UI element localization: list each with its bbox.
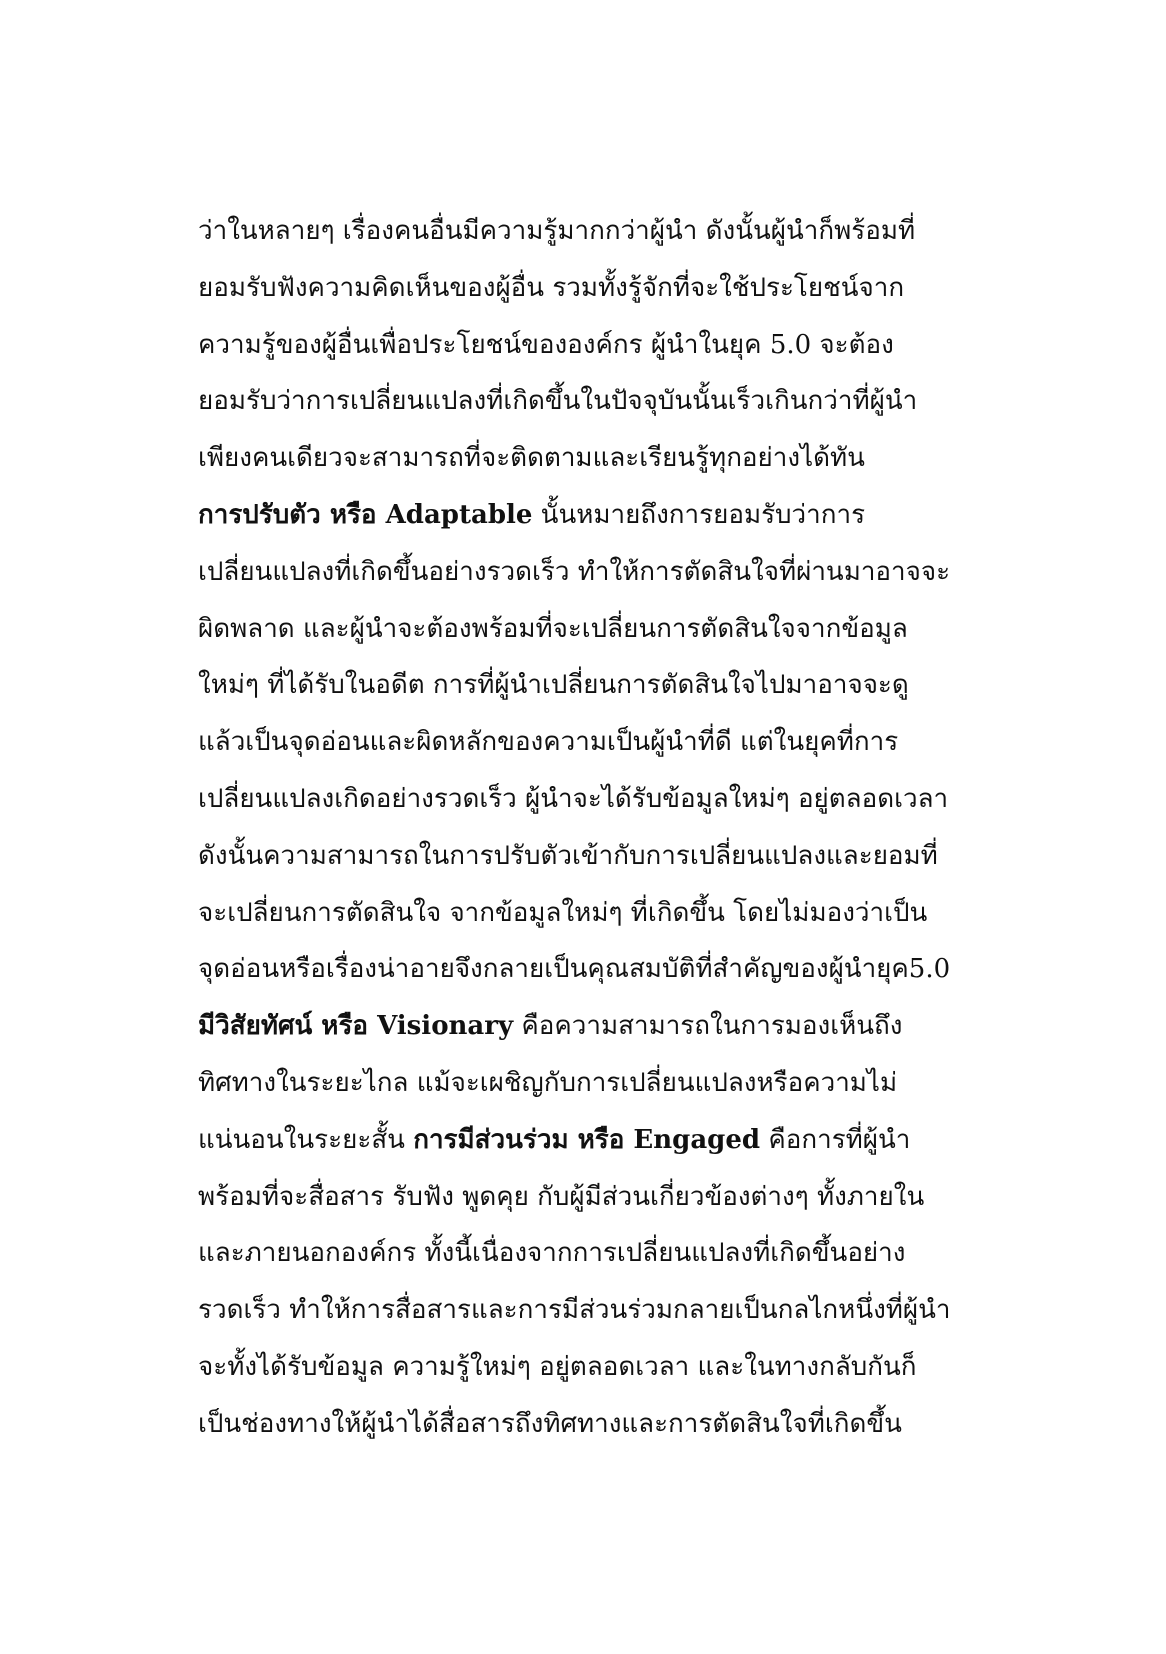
text-run: จะเปลี่ยนการตัดสินใจ จากข้อมูลใหม่ๆ ที่เกิดขึ้น โดยไม่มองว่าเป็น	[198, 897, 928, 928]
text-run: ยอมรับว่าการเปลี่ยนแปลงที่เกิดขึ้นในปัจจุบันนั้นเร็วเกินกว่าที่ผู้นำ	[198, 386, 918, 417]
text-run: เปลี่ยนแปลงเกิดอย่างรวดเร็ว ผู้นำจะได้รับข้อมูลใหม่ๆ อยู่ตลอดเวลา	[198, 783, 949, 814]
text-run: ดังนั้นความสามารถในการปรับตัวเข้ากับการเปลี่ยนแปลงและยอมที่	[198, 840, 938, 871]
text-run: จะทั้งได้รับข้อมูล ความรู้ใหม่ๆ อยู่ตลอดเวลา และในทางกลับกันก็	[198, 1351, 917, 1382]
text-run: ความรู้ของผู้อื่นเพื่อประโยชน์ขององค์กร ผู้นำในยุค 5.0 จะต้อง	[198, 329, 894, 360]
text-line	[198, 1396, 978, 1453]
text-line	[198, 1055, 978, 1112]
body-text	[198, 203, 978, 1453]
text-line	[198, 714, 978, 771]
bold-term: การปรับตัว หรือ Adaptable	[198, 499, 533, 530]
text-run: จุดอ่อนหรือเรื่องน่าอายจึงกลายเป็นคุณสมบัติที่สำคัญของผู้นำยุค5.0	[198, 954, 951, 985]
text-line	[198, 1339, 978, 1396]
text-line	[198, 885, 978, 942]
text-line	[198, 487, 978, 544]
text-line	[198, 430, 978, 487]
text-line	[198, 260, 978, 317]
text-run: ใหม่ๆ ที่ได้รับในอดีต การที่ผู้นำเปลี่ยนการตัดสินใจไปมาอาจจะดู	[198, 670, 909, 701]
text-line	[198, 1112, 978, 1169]
text-line	[198, 544, 978, 601]
text-line	[198, 317, 978, 374]
text-line	[198, 373, 978, 430]
text-run: คือความสามารถในการมองเห็นถึง	[513, 1011, 903, 1042]
text-run: ผิดพลาด และผู้นำจะต้องพร้อมที่จะเปลี่ยนการตัดสินใจจากข้อมูล	[198, 613, 908, 644]
text-run: เป็นช่องทางให้ผู้นำได้สื่อสารถึงทิศทางและการตัดสินใจที่เกิดขึ้น	[198, 1408, 902, 1439]
text-run: แน่นอนในระยะสั้น	[198, 1124, 414, 1155]
text-line	[198, 203, 978, 260]
text-run: เปลี่ยนแปลงที่เกิดขึ้นอย่างรวดเร็ว ทำให้การตัดสินใจที่ผ่านมาอาจจะ	[198, 556, 951, 587]
text-line	[198, 1225, 978, 1282]
text-run: แล้วเป็นจุดอ่อนและผิดหลักของความเป็นผู้นำที่ดี แต่ในยุคที่การ	[198, 727, 899, 758]
bold-term: การมีส่วนร่วม หรือ Engaged	[413, 1124, 761, 1155]
text-run: รวดเร็ว ทำให้การสื่อสารและการมีส่วนร่วมกลายเป็นกลไกหนึ่งที่ผู้นำ	[198, 1295, 951, 1326]
text-run: ทิศทางในระยะไกล แม้จะเผชิญกับการเปลี่ยนแปลงหรือความไม่	[198, 1067, 898, 1098]
text-run: เพียงคนเดียวจะสามารถที่จะติดตามและเรียนรู้ทุกอย่างได้ทัน	[198, 443, 865, 474]
text-run: และภายนอกองค์กร ทั้งนี้เนื่องจากการเปลี่ยนแปลงที่เกิดขึ้นอย่าง	[198, 1238, 906, 1269]
text-run: ยอมรับฟังความคิดเห็นของผู้อื่น รวมทั้งรู้จักที่จะใช้ประโยชน์จาก	[198, 272, 905, 303]
text-line	[198, 828, 978, 885]
text-line	[198, 1282, 978, 1339]
text-line	[198, 941, 978, 998]
text-line	[198, 998, 978, 1055]
bold-term: มีวิสัยทัศน์ หรือ Visionary	[198, 1011, 514, 1042]
text-run: คือการที่ผู้นำ	[760, 1124, 911, 1155]
text-line	[198, 771, 978, 828]
text-run: พร้อมที่จะสื่อสาร รับฟัง พูดคุย กับผู้มีส่วนเกี่ยวข้องต่างๆ ทั้งภายใน	[198, 1181, 925, 1212]
text-run: นั้นหมายถึงการยอมรับว่าการ	[532, 499, 866, 530]
text-line	[198, 1169, 978, 1226]
text-line	[198, 601, 978, 658]
text-line	[198, 657, 978, 714]
text-run: ว่าในหลายๆ เรื่องคนอื่นมีความรู้มากกว่าผู้นำ ดังนั้นผู้นำก็พร้อมที่	[198, 216, 916, 246]
